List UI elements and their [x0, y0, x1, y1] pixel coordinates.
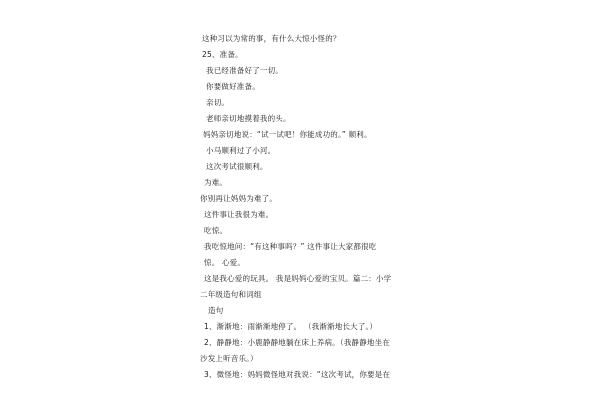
text-line: 亲切。: [206, 98, 230, 107]
text-line: 为难。: [204, 178, 228, 187]
text-line: 吃惊。: [204, 226, 228, 235]
text-line: 这是我心爱的玩具。 我是妈妈心爱的宝贝。篇二：小学: [204, 274, 392, 283]
text-line: 2、静静地：小鹿静静地躺在床上养病。（我静静地坐在: [204, 338, 391, 347]
text-line: 惊。 心爱。: [204, 258, 246, 267]
text-line: 沙发上听音乐。）: [200, 354, 258, 363]
text-line: 这种习以为常的事，有什么大惊小怪的？: [202, 34, 341, 43]
text-line: 我吃惊地问：“有这种事吗？” 这件事让大家都很吃: [204, 242, 377, 251]
text-line: 妈妈亲切地说：“试一试吧！你能成功的。” 顺利。: [203, 130, 372, 139]
text-line: 3、微怪地：妈妈微怪地对我说：“这次考试，你要是在: [204, 370, 391, 379]
text-line: 25、准备。: [202, 50, 243, 59]
text-line: 你别再让妈妈为难了。: [200, 194, 277, 203]
text-line: 老师亲切地摸着我的头。: [206, 114, 291, 123]
text-line: 小马顺利过了小河。: [206, 146, 276, 155]
text-line: 1、渐渐地：雨渐渐地停了。 （我渐渐地长大了。）: [204, 322, 378, 331]
text-line: 这次考试很顺利。: [206, 162, 268, 171]
text-line: 这件事让我很为难。: [204, 210, 274, 219]
text-line: 造句: [208, 306, 224, 315]
text-line: 我已经准备好了一切。: [206, 66, 283, 75]
text-line: 二年级造句和词组: [200, 290, 262, 299]
text-line: 你要做好准备。: [206, 82, 260, 91]
